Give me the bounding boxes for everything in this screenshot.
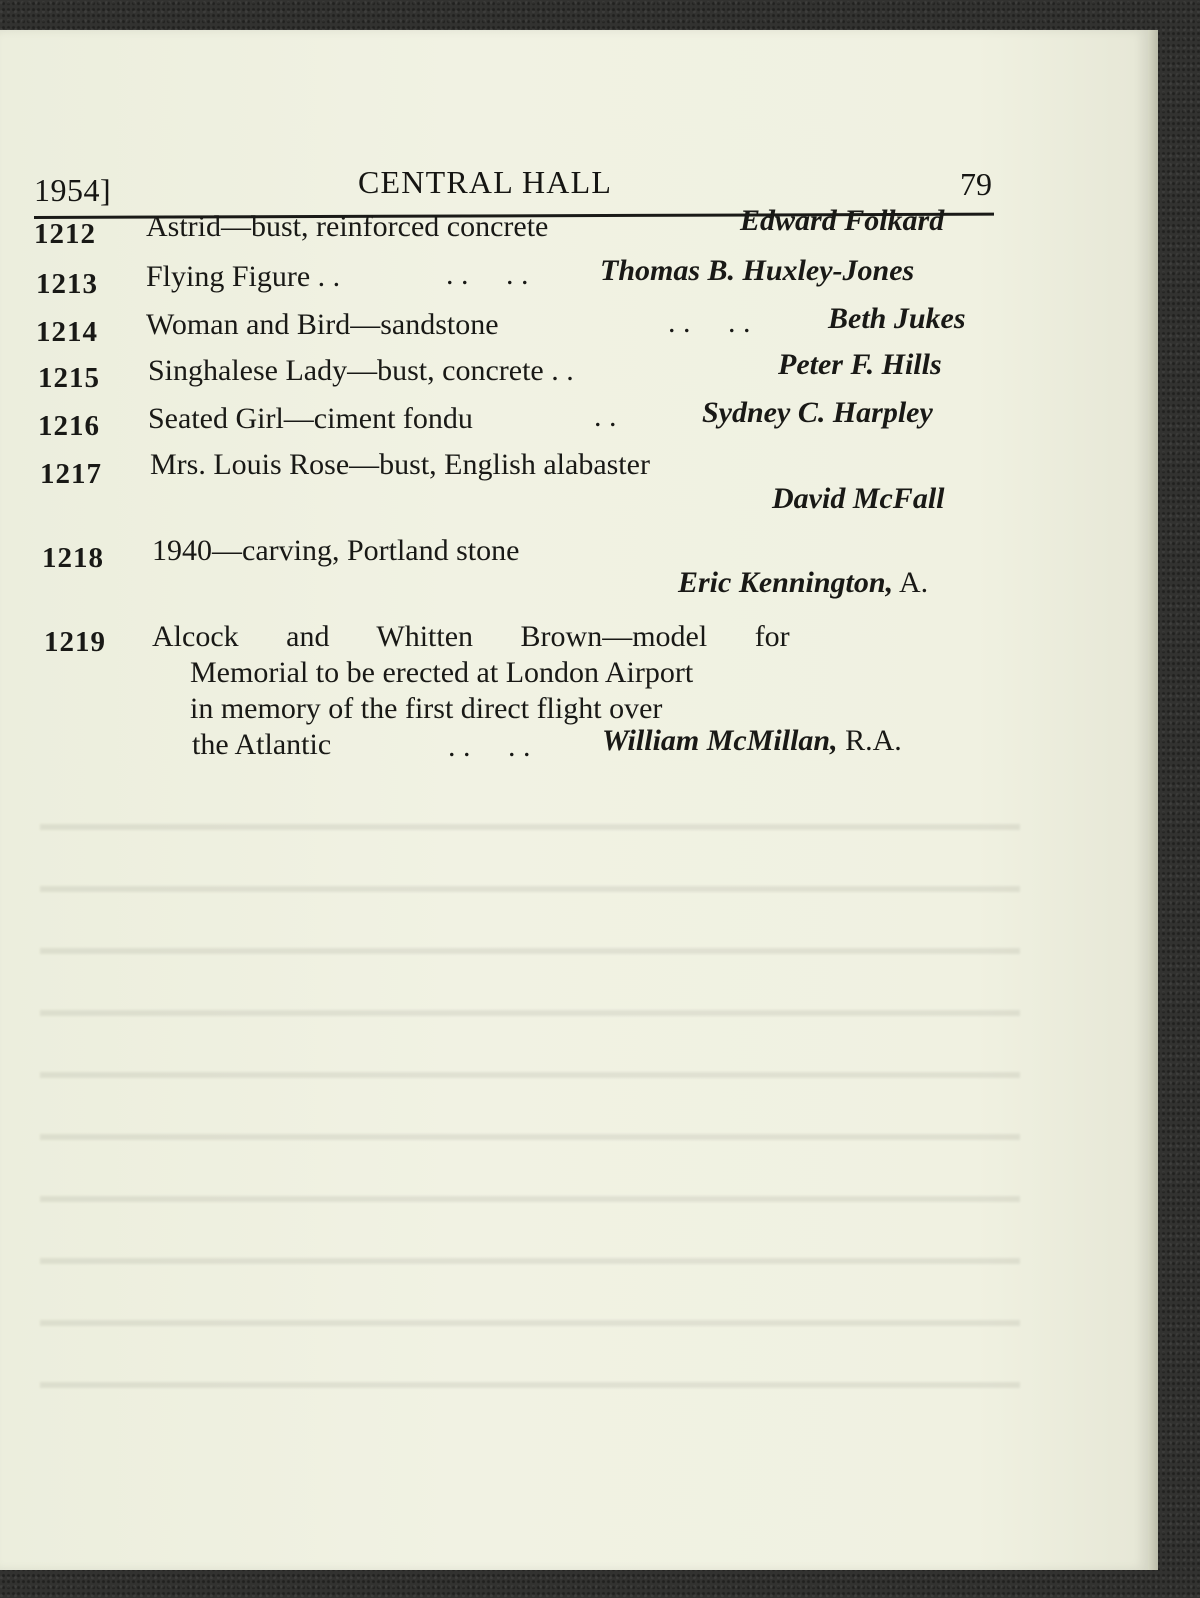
entry-title: Flying Figure . . bbox=[146, 260, 341, 293]
entry-number: 1219 bbox=[44, 626, 106, 658]
entry-artist: Beth Jukes bbox=[828, 302, 966, 335]
entry-artist: William McMillan, bbox=[602, 724, 838, 757]
entry-title-line: in memory of the first direct flight over bbox=[190, 692, 663, 725]
entry-title: Singhalese Lady—bust, concrete . . bbox=[148, 354, 574, 387]
entry-leader-dots: . . . . bbox=[448, 730, 531, 763]
page-edge bbox=[1148, 30, 1158, 1570]
entry-number: 1214 bbox=[36, 316, 98, 348]
entry-artist-honour: A. bbox=[898, 566, 929, 599]
header-title: CENTRAL HALL bbox=[358, 164, 613, 200]
entry-number: 1213 bbox=[36, 268, 98, 300]
entry-artist: Peter F. Hills bbox=[778, 348, 942, 381]
header-year: 1954] bbox=[34, 172, 112, 208]
entry-title: Seated Girl—ciment fondu bbox=[148, 402, 473, 435]
entry-artist-line bbox=[602, 726, 902, 756]
entry-artist-honour: R.A. bbox=[845, 724, 902, 757]
entry-artist-line bbox=[678, 568, 928, 598]
entry-title-line: the Atlantic bbox=[192, 728, 332, 761]
entry-artist: Edward Folkard bbox=[740, 204, 945, 237]
entry-artist: Eric Kennington, bbox=[678, 566, 894, 599]
entry-leader-dots: . . bbox=[594, 400, 617, 433]
entry-number: 1215 bbox=[38, 362, 100, 394]
entry-title: Astrid—bust, reinforced concrete bbox=[146, 210, 549, 243]
entry-title: Woman and Bird—sandstone bbox=[146, 308, 499, 341]
page-number: 79 bbox=[960, 166, 992, 202]
entry-title-line: Memorial to be erected at London Airport bbox=[190, 656, 694, 689]
entry-title: 1940—carving, Portland stone bbox=[152, 534, 520, 567]
entry-leader-dots: . . . . bbox=[668, 306, 751, 339]
catalogue-entries bbox=[0, 30, 1148, 1570]
entry-artist: Sydney C. Harpley bbox=[702, 396, 933, 429]
book-page bbox=[0, 30, 1148, 1570]
entry-artist: David McFall bbox=[772, 482, 945, 515]
entry-title: Mrs. Louis Rose—bust, English alabaster bbox=[150, 448, 650, 481]
entry-number: 1216 bbox=[38, 410, 100, 442]
entry-number: 1217 bbox=[40, 458, 102, 490]
entry-number: 1212 bbox=[34, 218, 96, 250]
entry-title-line: Alcock and Whitten Brown—model for bbox=[152, 620, 790, 653]
entry-leader-dots: . . . . bbox=[446, 258, 529, 291]
entry-number: 1218 bbox=[42, 542, 104, 574]
entry-artist: Thomas B. Huxley-Jones bbox=[600, 254, 915, 287]
